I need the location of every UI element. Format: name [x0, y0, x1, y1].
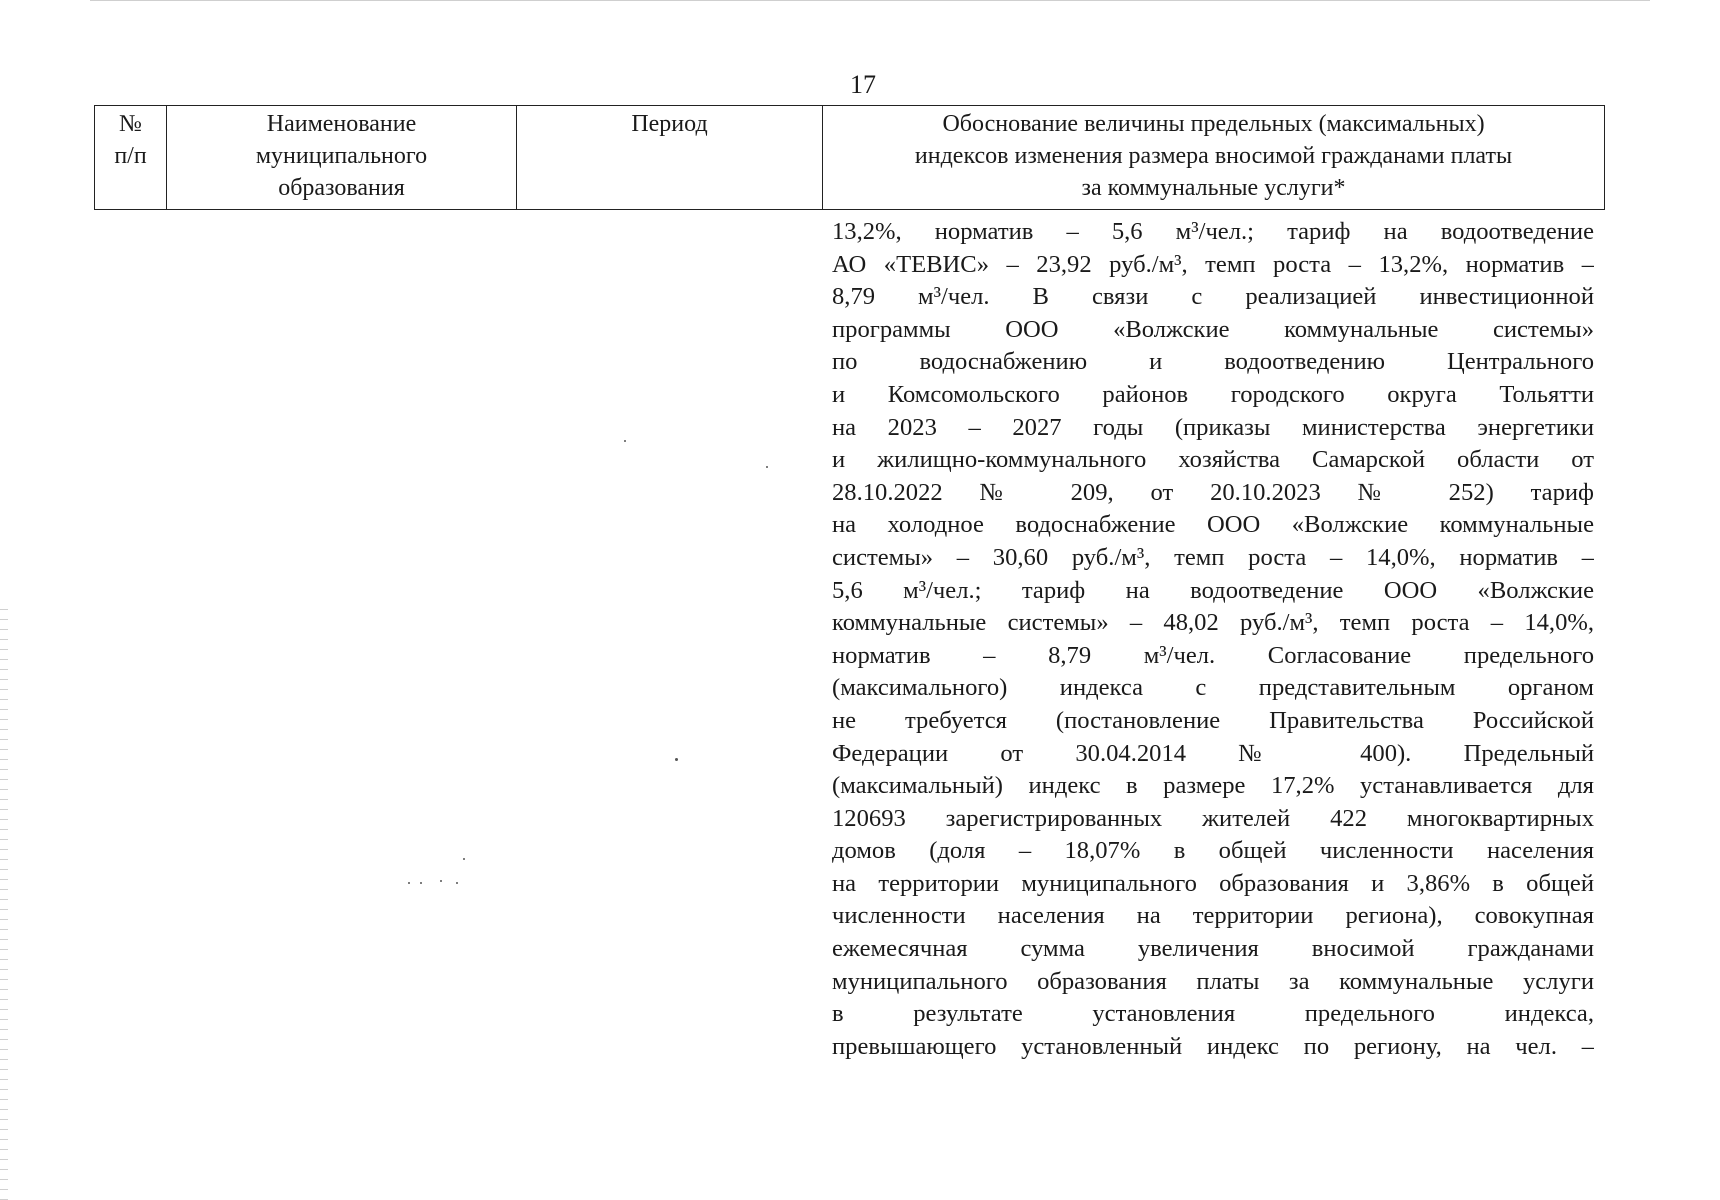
text-line: 5,6 м³/чел.; тариф на водоотведение ООО «Волжские — [832, 576, 1594, 604]
page-number: 17 — [850, 70, 876, 99]
text-line: программы ООО «Волжские коммунальные системы» — [832, 315, 1594, 343]
text-line: муниципального образования платы за коммунальные услуги — [832, 967, 1594, 995]
text-line: не требуется (постановление Правительства Российской — [832, 706, 1594, 734]
text-line: 28.10.2022 № 209, от 20.10.2023 № 252) тариф — [832, 478, 1594, 506]
text-line: (максимальный) индекс в размере 17,2% устанавливается для — [832, 772, 1594, 800]
text-line: на 2023 – 2027 годы (приказы министерства энергетики — [832, 413, 1594, 441]
header-cell-municipality — [167, 106, 517, 210]
text-line: норматив – 8,79 м³/чел. Согласование предельного — [832, 641, 1594, 669]
scan-speck — [408, 882, 410, 884]
tariff-index-table — [94, 105, 1605, 210]
text-line: численности населения на территории региона), совокупная — [832, 902, 1594, 930]
text-line: ежемесячная сумма увеличения вносимой гражданами — [832, 935, 1594, 963]
text-line: 8,79 м³/чел. В связи с реализацией инвестиционной — [832, 283, 1594, 311]
text-line: системы» – 30,60 руб./м³, темп роста – 14,0%, норматив – — [832, 543, 1594, 571]
text-line: АО «ТЕВИС» – 23,92 руб./м³, темп роста – 13,2%, норматив – — [832, 250, 1594, 278]
scan-speck — [456, 882, 458, 884]
header-justification-label: Обоснование величины предельных (максимальных) индексов изменения размера вносимой гражданами платы за коммунальные услуги* — [914, 111, 1513, 201]
page-top-edge — [90, 0, 1650, 1]
scan-speck — [440, 880, 442, 882]
text-line: на территории муниципального образования и 3,86% в общей — [832, 869, 1594, 897]
justification-text — [832, 216, 1594, 1063]
header-cell-number — [95, 106, 167, 210]
text-line: 120693 зарегистрированных жителей 422 многоквартирных — [832, 804, 1594, 832]
header-cell-justification — [823, 106, 1605, 210]
text-line: в результате установления предельного индекса, — [832, 1000, 1594, 1028]
scan-speck — [675, 758, 678, 761]
text-line: (максимального) индекса с представительным органом — [832, 674, 1594, 702]
text-line: на холодное водоснабжение ООО «Волжские коммунальные — [832, 511, 1594, 539]
text-line: превышающего установленный индекс по региону, на чел. – — [832, 1032, 1594, 1060]
text-line: домов (доля – 18,07% в общей численности населения — [832, 837, 1594, 865]
text-line: 13,2%, норматив – 5,6 м³/чел.; тариф на водоотведение — [832, 218, 1594, 245]
table-header-row — [95, 106, 1605, 210]
header-municipality-label: Наименование муниципального образования — [255, 111, 428, 201]
text-line: Федерации от 30.04.2014 № 400). Предельный — [832, 739, 1594, 767]
scan-speck — [463, 858, 465, 860]
text-line: и жилищно-коммунального хозяйства Самарской области от — [832, 446, 1594, 474]
text-line: и Комсомольского районов городского округа Тольятти — [832, 380, 1594, 408]
header-period-label: Период — [631, 111, 708, 137]
text-line: по водоснабжению и водоотведению Центрального — [832, 348, 1594, 376]
scan-speck — [766, 466, 768, 468]
scan-speck — [420, 882, 422, 884]
text-line: коммунальные системы» – 48,02 руб./м³, темп роста – 14,0%, — [832, 609, 1594, 637]
scan-speck — [624, 440, 626, 442]
header-cell-period — [517, 106, 823, 210]
scan-edge-noise — [0, 600, 8, 1200]
header-number-label: № п/п — [114, 111, 147, 169]
